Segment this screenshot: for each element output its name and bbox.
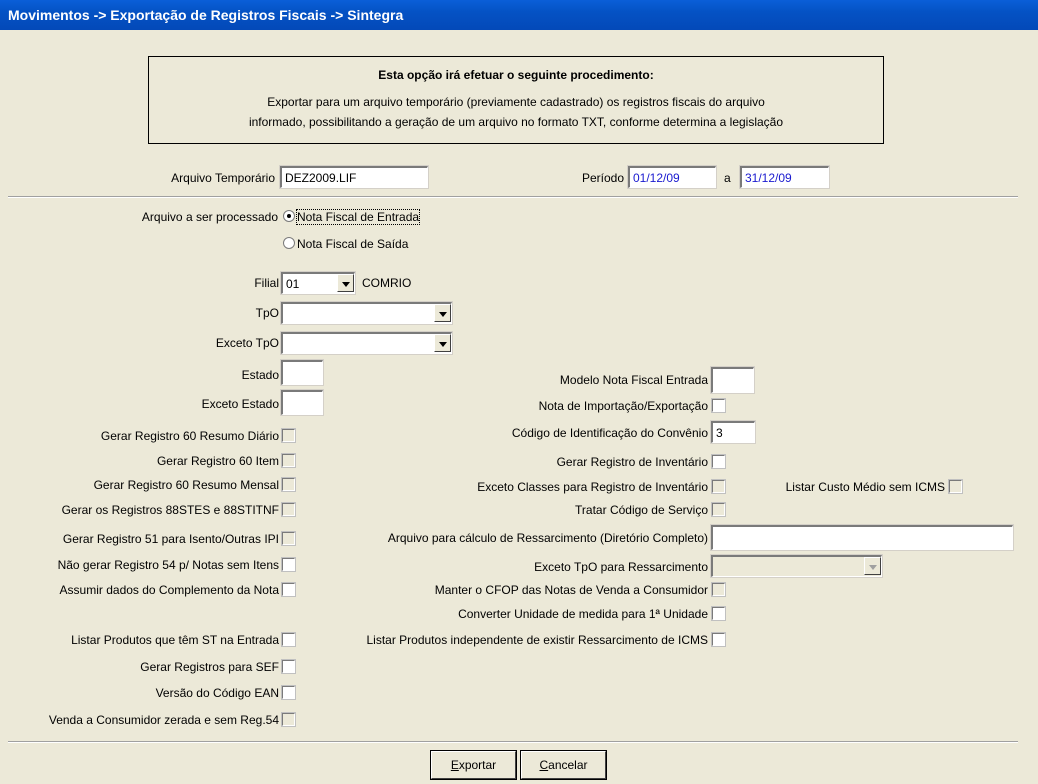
check-label: Não gerar Registro 54 p/ Notas sem Itens	[57, 558, 279, 572]
title-bar	[0, 0, 1038, 30]
exportar-button[interactable]	[431, 751, 516, 779]
listar-independente-label: Listar Produtos independente de existir Ressarcimento de ICMS	[366, 633, 708, 647]
chevron-down-icon[interactable]	[337, 274, 354, 292]
checkbox-registro60-diario[interactable]	[282, 429, 295, 442]
arquivo-temporario-label: Arquivo Temporário	[171, 171, 275, 185]
estado-label: Estado	[241, 368, 279, 382]
checkbox-listar-st[interactable]	[282, 633, 295, 646]
arquivo-temporario-input[interactable]: DEZ2009.LIF	[280, 166, 428, 188]
exceto-tpo-select[interactable]	[281, 332, 452, 354]
manter-cfop-label: Manter o CFOP das Notas de Venda a Consumidor	[434, 583, 708, 597]
ressarc-arquivo-label: Arquivo para cálculo de Ressarcimento (Diretório Completo)	[387, 531, 708, 545]
radio-nf-saida-label[interactable]: Nota Fiscal de Saída	[297, 237, 409, 251]
checkbox-complemento-nota[interactable]	[282, 583, 295, 596]
info-line-2: informado, possibilitando a geração de um arquivo no formato TXT, conforme determina a legislação	[248, 115, 784, 129]
checkbox-registro60-mensal[interactable]	[282, 478, 295, 491]
exceto-tpo-ressarc-select[interactable]	[711, 555, 882, 577]
estado-input[interactable]	[281, 360, 323, 385]
arquivo-processado-label: Arquivo a ser processado	[141, 210, 278, 224]
chevron-down-icon[interactable]	[434, 304, 451, 322]
periodo-to-input[interactable]: 31/12/09	[740, 166, 829, 188]
check-label: Venda a Consumidor zerada e sem Reg.54	[48, 713, 279, 727]
check-label: Versão do Código EAN	[155, 686, 279, 700]
chevron-down-icon[interactable]	[434, 334, 451, 352]
check-label: Gerar Registro 60 Item	[156, 454, 279, 468]
checkbox-registros-88[interactable]	[282, 503, 295, 516]
tpo-select[interactable]	[281, 302, 452, 324]
importacao-label: Nota de Importação/Exportação	[538, 399, 708, 413]
cancelar-hotkey: C	[539, 758, 549, 772]
filial-value: 01	[286, 277, 300, 291]
check-label: Gerar Registro 51 para Isento/Outras IPI	[62, 532, 279, 546]
checkbox-tratar-servico[interactable]	[712, 503, 725, 516]
checkbox-venda-consumidor[interactable]	[282, 713, 295, 726]
check-label: Gerar Registro 60 Resumo Diário	[100, 429, 279, 443]
periodo-from-input[interactable]: 01/12/09	[628, 166, 716, 188]
periodo-separator: a	[724, 171, 731, 185]
exceto-tpo-label: Exceto TpO	[215, 336, 279, 350]
convenio-label: Código de Identificação do Convênio	[511, 426, 708, 440]
listar-custo-label: Listar Custo Médio sem ICMS	[785, 480, 945, 494]
checkbox-registro60-item[interactable]	[282, 454, 295, 467]
periodo-label: Período	[581, 171, 624, 185]
radio-nf-entrada[interactable]	[283, 210, 295, 222]
exceto-estado-label: Exceto Estado	[201, 397, 279, 411]
check-label: Listar Produtos que têm ST na Entrada	[71, 633, 279, 647]
radio-nf-saida[interactable]	[283, 237, 295, 249]
modelo-nf-label: Modelo Nota Fiscal Entrada	[559, 373, 708, 387]
exceto-tpo-ressarc-label: Exceto TpO para Ressarcimento	[534, 560, 708, 574]
tratar-servico-label: Tratar Código de Serviço	[575, 503, 708, 517]
checkbox-versao-ean[interactable]	[282, 686, 295, 699]
info-line-1: Exportar para um arquivo temporário (previamente cadastrado) os registros fiscais do arquivo	[267, 95, 765, 109]
exceto-estado-input[interactable]	[281, 390, 323, 415]
check-label: Assumir dados do Complemento da Nota	[59, 583, 279, 597]
check-label: Gerar Registro 60 Resumo Mensal	[93, 478, 279, 492]
checkbox-nao-gerar-54[interactable]	[282, 558, 295, 571]
checkbox-exceto-classes[interactable]	[712, 480, 725, 493]
checkbox-inventario[interactable]	[712, 455, 725, 468]
exportar-label: xportar	[458, 758, 497, 772]
ressarc-arquivo-input[interactable]	[711, 525, 1013, 550]
window-title: Movimentos -> Exportação de Registros Fiscais -> Sintegra	[8, 7, 404, 23]
chevron-down-icon[interactable]	[864, 557, 881, 575]
filial-name: COMRIO	[362, 276, 412, 290]
info-heading: Esta opção irá efetuar o seguinte procedimento:	[378, 68, 654, 82]
modelo-nf-input[interactable]	[711, 367, 754, 393]
filial-label: Filial	[254, 276, 279, 290]
separator-bottom	[8, 741, 1018, 743]
exportar-hotkey: E	[450, 758, 459, 772]
checkbox-importacao[interactable]	[712, 399, 725, 412]
check-label: Gerar os Registros 88STES e 88STITNF	[61, 503, 279, 517]
checkbox-listar-custo[interactable]	[949, 480, 962, 493]
convenio-input[interactable]: 3	[711, 421, 755, 443]
check-label: Gerar Registros para SEF	[140, 660, 279, 674]
tpo-label: TpO	[255, 306, 279, 320]
cancelar-button[interactable]	[521, 751, 606, 779]
info-box	[148, 56, 884, 144]
radio-nf-entrada-label[interactable]: Nota Fiscal de Entrada	[297, 210, 420, 224]
checkbox-listar-independente[interactable]	[712, 633, 725, 646]
cancelar-label: ancelar	[548, 758, 588, 772]
filial-select[interactable]	[281, 272, 355, 294]
checkbox-converter-unidade[interactable]	[712, 607, 725, 620]
separator-top	[8, 196, 1018, 198]
checkbox-manter-cfop[interactable]	[712, 583, 725, 596]
inventario-label: Gerar Registro de Inventário	[556, 455, 708, 469]
checkbox-registros-sef[interactable]	[282, 660, 295, 673]
converter-unidade-label: Converter Unidade de medida para 1ª Unidade	[458, 607, 708, 621]
checkbox-registro51[interactable]	[282, 532, 295, 545]
exceto-classes-label: Exceto Classes para Registro de Inventário	[477, 480, 708, 494]
